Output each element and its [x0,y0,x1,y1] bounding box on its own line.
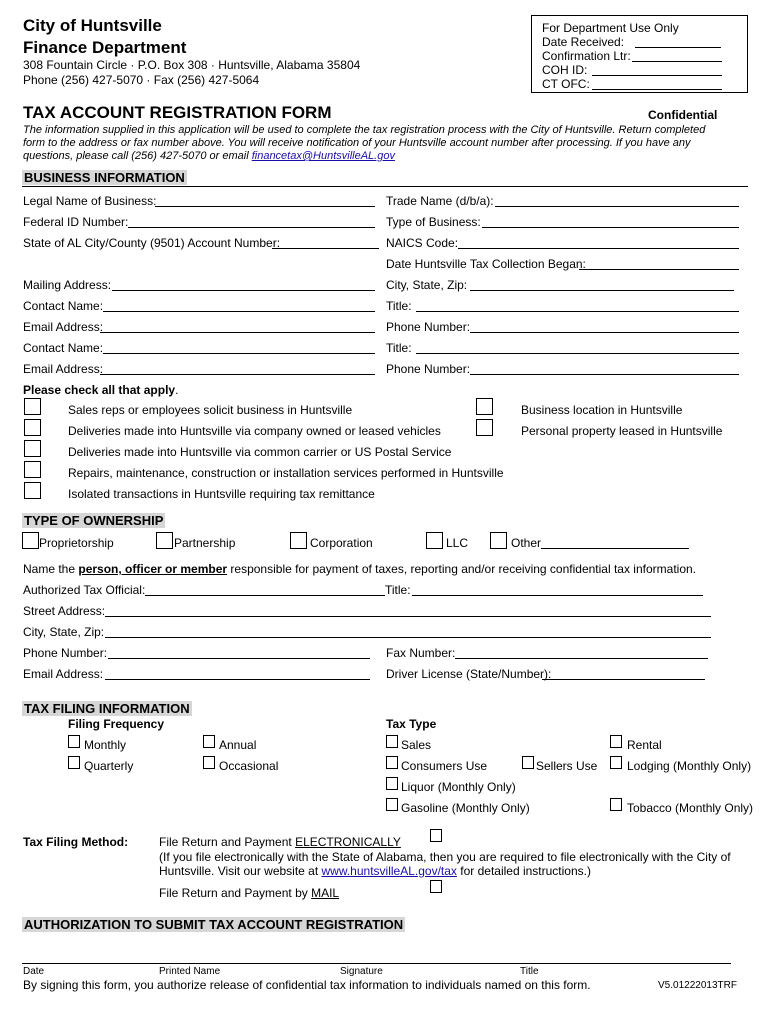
federal-id-field[interactable] [128,227,375,228]
date-began-field[interactable] [579,269,739,270]
contact-name-2-field[interactable] [103,353,375,354]
checkbox-mail[interactable] [430,880,442,893]
intro-line-3-text: questions, please call (256) 427-5070 or email [23,150,252,162]
option-corporation: Corporation [310,536,373,550]
phone-2-label: Phone Number: [386,362,471,376]
electronic-note-2b: for detailed instructions.) [456,864,591,878]
electronic-underlined: ELECTRONICALLY [295,835,401,849]
other-field[interactable] [541,548,689,549]
name-responsible-text [23,562,696,576]
owner-email-label: Email Address: [23,667,104,681]
confirmation-line [632,61,722,62]
city-name: City of Huntsville [23,16,162,35]
header-phone: Phone (256) 427-5070 · Fax (256) 427-5064 [23,73,260,87]
date-received-line [635,47,721,48]
checkbox-electronic[interactable] [430,829,442,842]
contact-name-field[interactable] [103,311,375,312]
type-consumers: Consumers Use [401,759,488,773]
date-received-label: Date Received: [542,35,625,49]
email-label: Email Address: [23,320,104,334]
electronic-prefix: File Return and Payment [159,835,296,849]
checkbox-lodging[interactable] [610,756,622,769]
coh-id-line [592,75,722,76]
legal-name-label: Legal Name of Business: [23,194,157,208]
contact-name-2-label: Contact Name: [23,341,104,355]
electronic-note-2 [159,864,591,878]
file-electronic-text [159,835,401,849]
check-all-text: Please check all that apply [23,383,176,397]
trade-name-field[interactable] [495,206,739,207]
name-prefix: Name the [23,562,79,576]
sig-printed-label: Printed Name [159,966,221,977]
official-label: Authorized Tax Official: [23,583,146,597]
option-other: Other [511,536,542,550]
department-name: Finance Department [23,38,187,57]
checkbox-company-vehicles[interactable] [24,419,41,436]
title-2-field[interactable] [416,353,739,354]
check-item-isolated: Isolated transactions in Huntsville requiring tax remittance [68,487,375,501]
owner-email-field[interactable] [105,679,370,680]
legal-name-field[interactable] [155,206,375,207]
freq-occasional: Occasional [219,759,279,773]
mail-prefix: File Return and Payment by [159,886,312,900]
checkbox-consumers[interactable] [386,756,398,769]
title-2-label: Title: [386,341,412,355]
tax-type-heading: Tax Type [386,717,437,731]
check-item-sales-reps: Sales reps or employees solicit business in Huntsville [68,403,353,417]
phone-field[interactable] [470,332,739,333]
signature-line[interactable] [22,963,731,964]
option-partnership: Partnership [174,536,236,550]
business-info-heading: BUSINESS INFORMATION [24,170,185,185]
phone-2-field[interactable] [470,374,739,375]
electronic-note-2a: Huntsville. Visit our website at [159,864,322,878]
checkbox-monthly[interactable] [68,735,80,748]
trade-name-label: Trade Name (d/b/a): [386,194,494,208]
type-sales: Sales [401,738,432,752]
owner-phone-field[interactable] [108,658,370,659]
street-field[interactable] [105,616,711,617]
confirmation-label: Confirmation Ltr: [542,49,631,63]
sig-date-label: Date [23,966,45,977]
official-title-label: Title: [385,583,411,597]
checkbox-proprietorship[interactable] [22,532,39,549]
confidential-label: Confidential [648,108,718,122]
license-label: Driver License (State/Number): [386,667,552,681]
ownership-heading: TYPE OF OWNERSHIP [24,513,164,528]
state-account-field[interactable] [272,248,379,249]
authorization-heading: AUTHORIZATION TO SUBMIT TAX ACCOUNT REGISTRATION [24,917,404,932]
city-state-zip-field[interactable] [470,290,734,291]
type-business-field[interactable] [482,227,739,228]
checkbox-other[interactable] [490,532,507,549]
checkbox-quarterly[interactable] [68,756,80,769]
option-proprietorship: Proprietorship [39,536,114,550]
checkbox-business-location[interactable] [476,398,493,415]
type-tobacco: Tobacco (Monthly Only) [627,801,754,815]
owner-fax-label: Fax Number: [386,646,456,660]
owner-fax-field[interactable] [455,658,708,659]
option-llc: LLC [446,536,469,550]
coh-id-label: COH ID: [542,63,588,77]
email-field[interactable] [100,332,375,333]
official-field[interactable] [145,595,385,596]
type-rental: Rental [627,738,662,752]
checkbox-common-carrier[interactable] [24,440,41,457]
form-title: TAX ACCOUNT REGISTRATION FORM [23,103,332,122]
checkbox-sellers[interactable] [522,756,534,769]
owner-phone-label: Phone Number: [23,646,108,660]
ct-ofc-label: CT OFC: [542,77,590,91]
checkbox-liquor[interactable] [386,777,398,790]
checkbox-tobacco[interactable] [610,798,622,811]
intro-line-2: form to the address or fax number above. You will receive notification of your Huntsville account number after processing. If you have any [23,137,691,149]
check-item-business-location: Business location in Huntsville [521,403,683,417]
date-began-label: Date Huntsville Tax Collection Began: [386,257,586,271]
checkbox-sales[interactable] [386,735,398,748]
dept-use-title: For Department Use Only [542,21,679,35]
checkbox-rental[interactable] [610,735,622,748]
owner-city-label: City, State, Zip: [23,625,105,639]
freq-quarterly: Quarterly [84,759,134,773]
checkbox-llc[interactable] [426,532,443,549]
freq-monthly: Monthly [84,738,127,752]
email-2-field[interactable] [100,374,375,375]
federal-id-label: Federal ID Number: [23,215,129,229]
checkbox-occasional[interactable] [203,756,215,769]
electronic-note-1: (If you file electronically with the State of Alabama, then you are required to file electronically with the City of [159,850,731,864]
mailing-address-field[interactable] [112,290,375,291]
check-all-label: Please check all that apply. [23,383,179,397]
business-info-rule [22,186,748,187]
type-gasoline: Gasoline (Monthly Only) [401,801,530,815]
header-address: 308 Fountain Circle · P.O. Box 308 · Huntsville, Alabama 35804 [23,58,361,72]
phone-label: Phone Number: [386,320,471,334]
ct-ofc-line [592,89,722,90]
sig-title-label: Title [520,966,539,977]
website-link[interactable]: www.huntsvilleAL.gov/tax [321,864,457,878]
type-lodging: Lodging (Monthly Only) [627,759,752,773]
type-liquor: Liquor (Monthly Only) [401,780,516,794]
city-state-zip-label: City, State, Zip: [386,278,468,292]
email-link[interactable]: financetax@HuntsvilleAL.gov [251,150,395,162]
checkbox-property-leased[interactable] [476,419,493,436]
license-field[interactable] [542,679,705,680]
mailing-address-label: Mailing Address: [23,278,112,292]
mail-underlined: MAIL [311,886,340,900]
title-label: Title: [386,299,412,313]
checkbox-sales-reps[interactable] [24,398,41,415]
check-item-repairs: Repairs, maintenance, construction or installation services performed in Huntsville [68,466,504,480]
freq-annual: Annual [219,738,257,752]
title-field[interactable] [416,311,739,312]
type-business-label: Type of Business: [386,215,481,229]
street-label: Street Address: [23,604,106,618]
official-title-field[interactable] [412,595,703,596]
checkbox-gasoline[interactable] [386,798,398,811]
department-use-box [531,15,748,93]
type-sellers: Sellers Use [536,759,598,773]
checkbox-partnership[interactable] [156,532,173,549]
checkbox-isolated[interactable] [24,482,41,499]
frequency-heading: Filing Frequency [68,717,165,731]
filing-heading: TAX FILING INFORMATION [24,701,190,716]
name-bold: person, officer or member [78,562,228,576]
naics-field[interactable] [458,248,739,249]
checkbox-annual[interactable] [203,735,215,748]
check-item-property-leased: Personal property leased in Huntsville [521,424,723,438]
contact-name-label: Contact Name: [23,299,104,313]
filing-method-label: Tax Filing Method: [23,835,129,849]
intro-line-1: The information supplied in this application will be used to complete the tax registration process with the City of Huntsville. Return completed [23,124,706,136]
state-account-label: State of AL City/County (9501) Account Number: [23,236,281,250]
file-mail-text [159,886,339,900]
authorization-statement: By signing this form, you authorize release of confidential tax information to individuals named on this form. [23,978,591,992]
intro-line-3 [23,150,395,163]
naics-label: NAICS Code: [386,236,459,250]
check-item-common-carrier: Deliveries made into Huntsville via common carrier or US Postal Service [68,445,452,459]
email-2-label: Email Address: [23,362,104,376]
checkbox-corporation[interactable] [290,532,307,549]
check-item-company-vehicles: Deliveries made into Huntsville via company owned or leased vehicles [68,424,441,438]
name-suffix: responsible for payment of taxes, reporting and/or receiving confidential tax information. [227,562,696,576]
sig-signature-label: Signature [340,966,383,977]
owner-city-field[interactable] [105,637,711,638]
checkbox-repairs[interactable] [24,461,41,478]
form-version: V5.01222013TRF [658,980,737,991]
